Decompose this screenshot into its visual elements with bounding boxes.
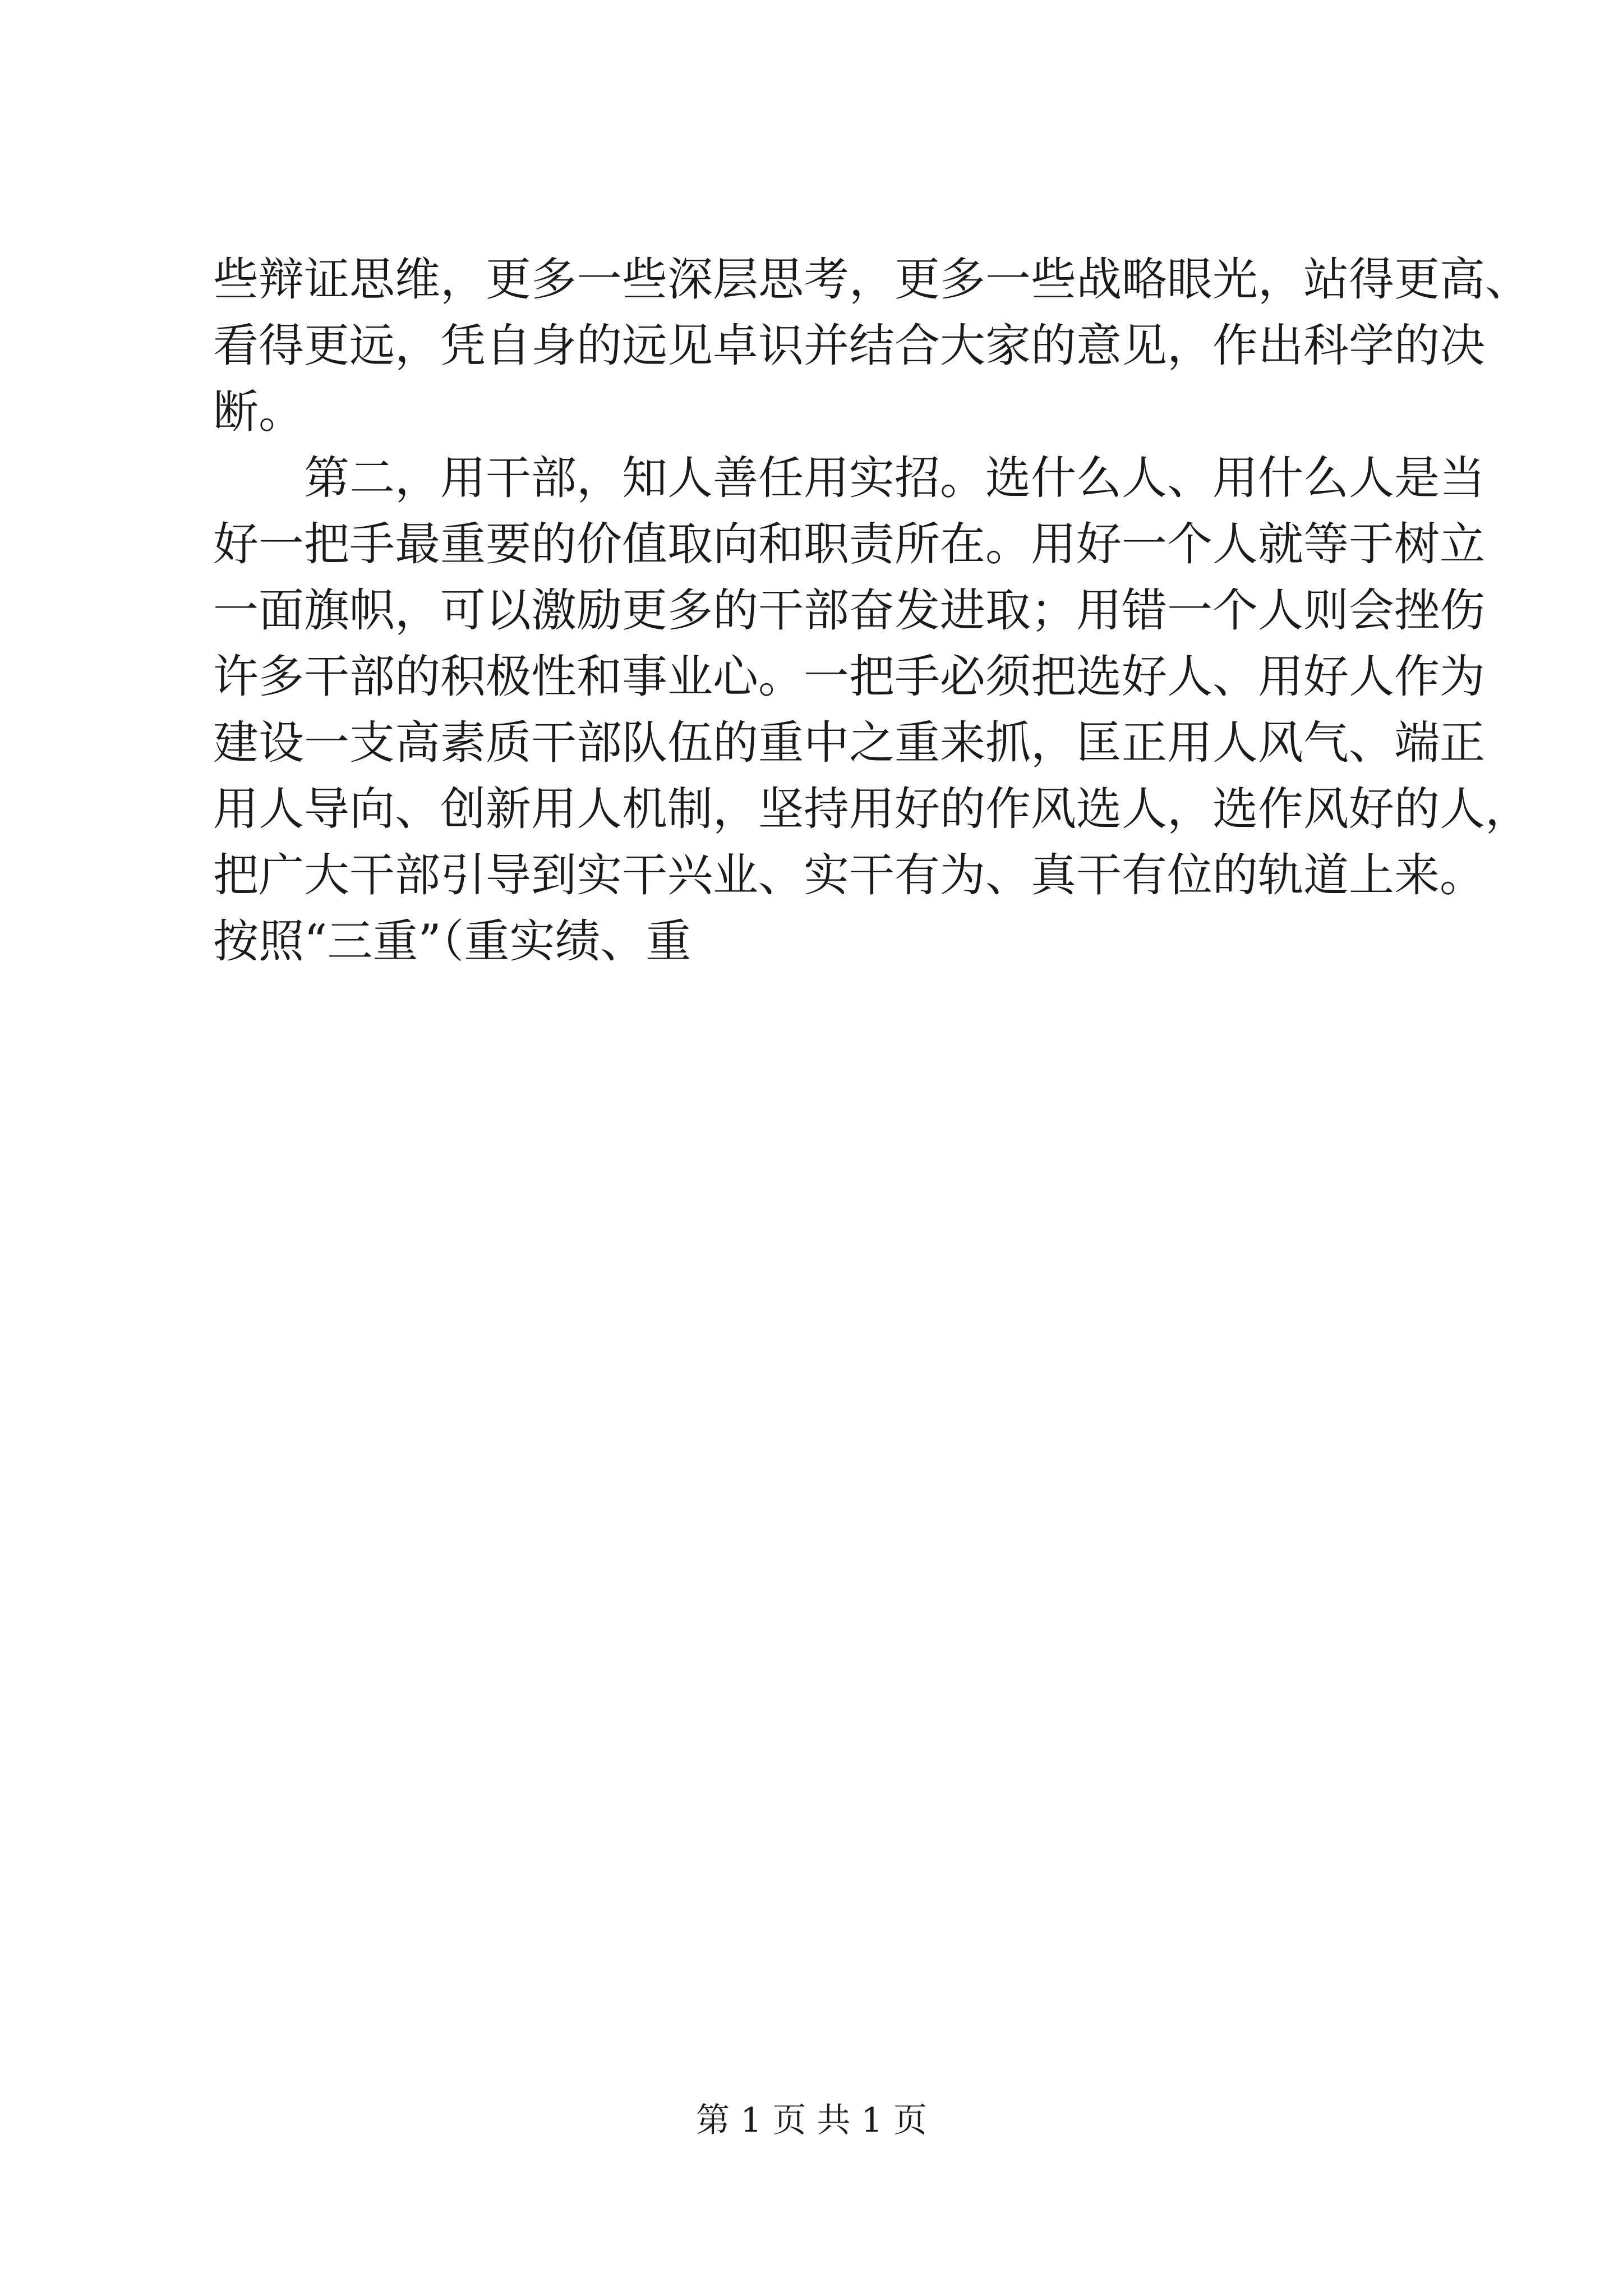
text-line: 许多干部的积极性和事业心。一把手必须把选好人、用好人作为: [213, 651, 1486, 703]
document-body: [213, 247, 1531, 975]
paragraph-1: [213, 247, 1531, 445]
paragraph-2: [213, 445, 1531, 975]
text-line: 建设一支高素质干部队伍的重中之重来抓，匡正用人风气、端正: [213, 717, 1486, 770]
text-line: 第二，用干部，知人善任用实招。选什么人、用什么人是当: [304, 452, 1486, 505]
text-line: 按照“三重”（重实绩、重: [213, 915, 691, 968]
text-line: 好一把手最重要的价值取向和职责所在。用好一个人就等于树立: [213, 518, 1486, 571]
text-line: 些辩证思维，更多一些深层思考，更多一些战略眼光，站得更高、: [213, 254, 1531, 306]
text-line: 断。: [213, 386, 305, 439]
text-line: 看得更远，凭自身的远见卓识并结合大家的意见，作出科学的决: [213, 320, 1486, 372]
text-line: 一面旗帜，可以激励更多的干部奋发进取；用错一个人则会挫伤: [213, 585, 1486, 637]
text-line: 用人导向、创新用人机制，坚持用好的作风选人，选作风好的人，: [213, 783, 1531, 836]
page-footer: 第 1 页 共 1 页: [696, 2101, 927, 2140]
text-line: 把广大干部引导到实干兴业、实干有为、真干有位的轨道上来。: [213, 849, 1486, 902]
